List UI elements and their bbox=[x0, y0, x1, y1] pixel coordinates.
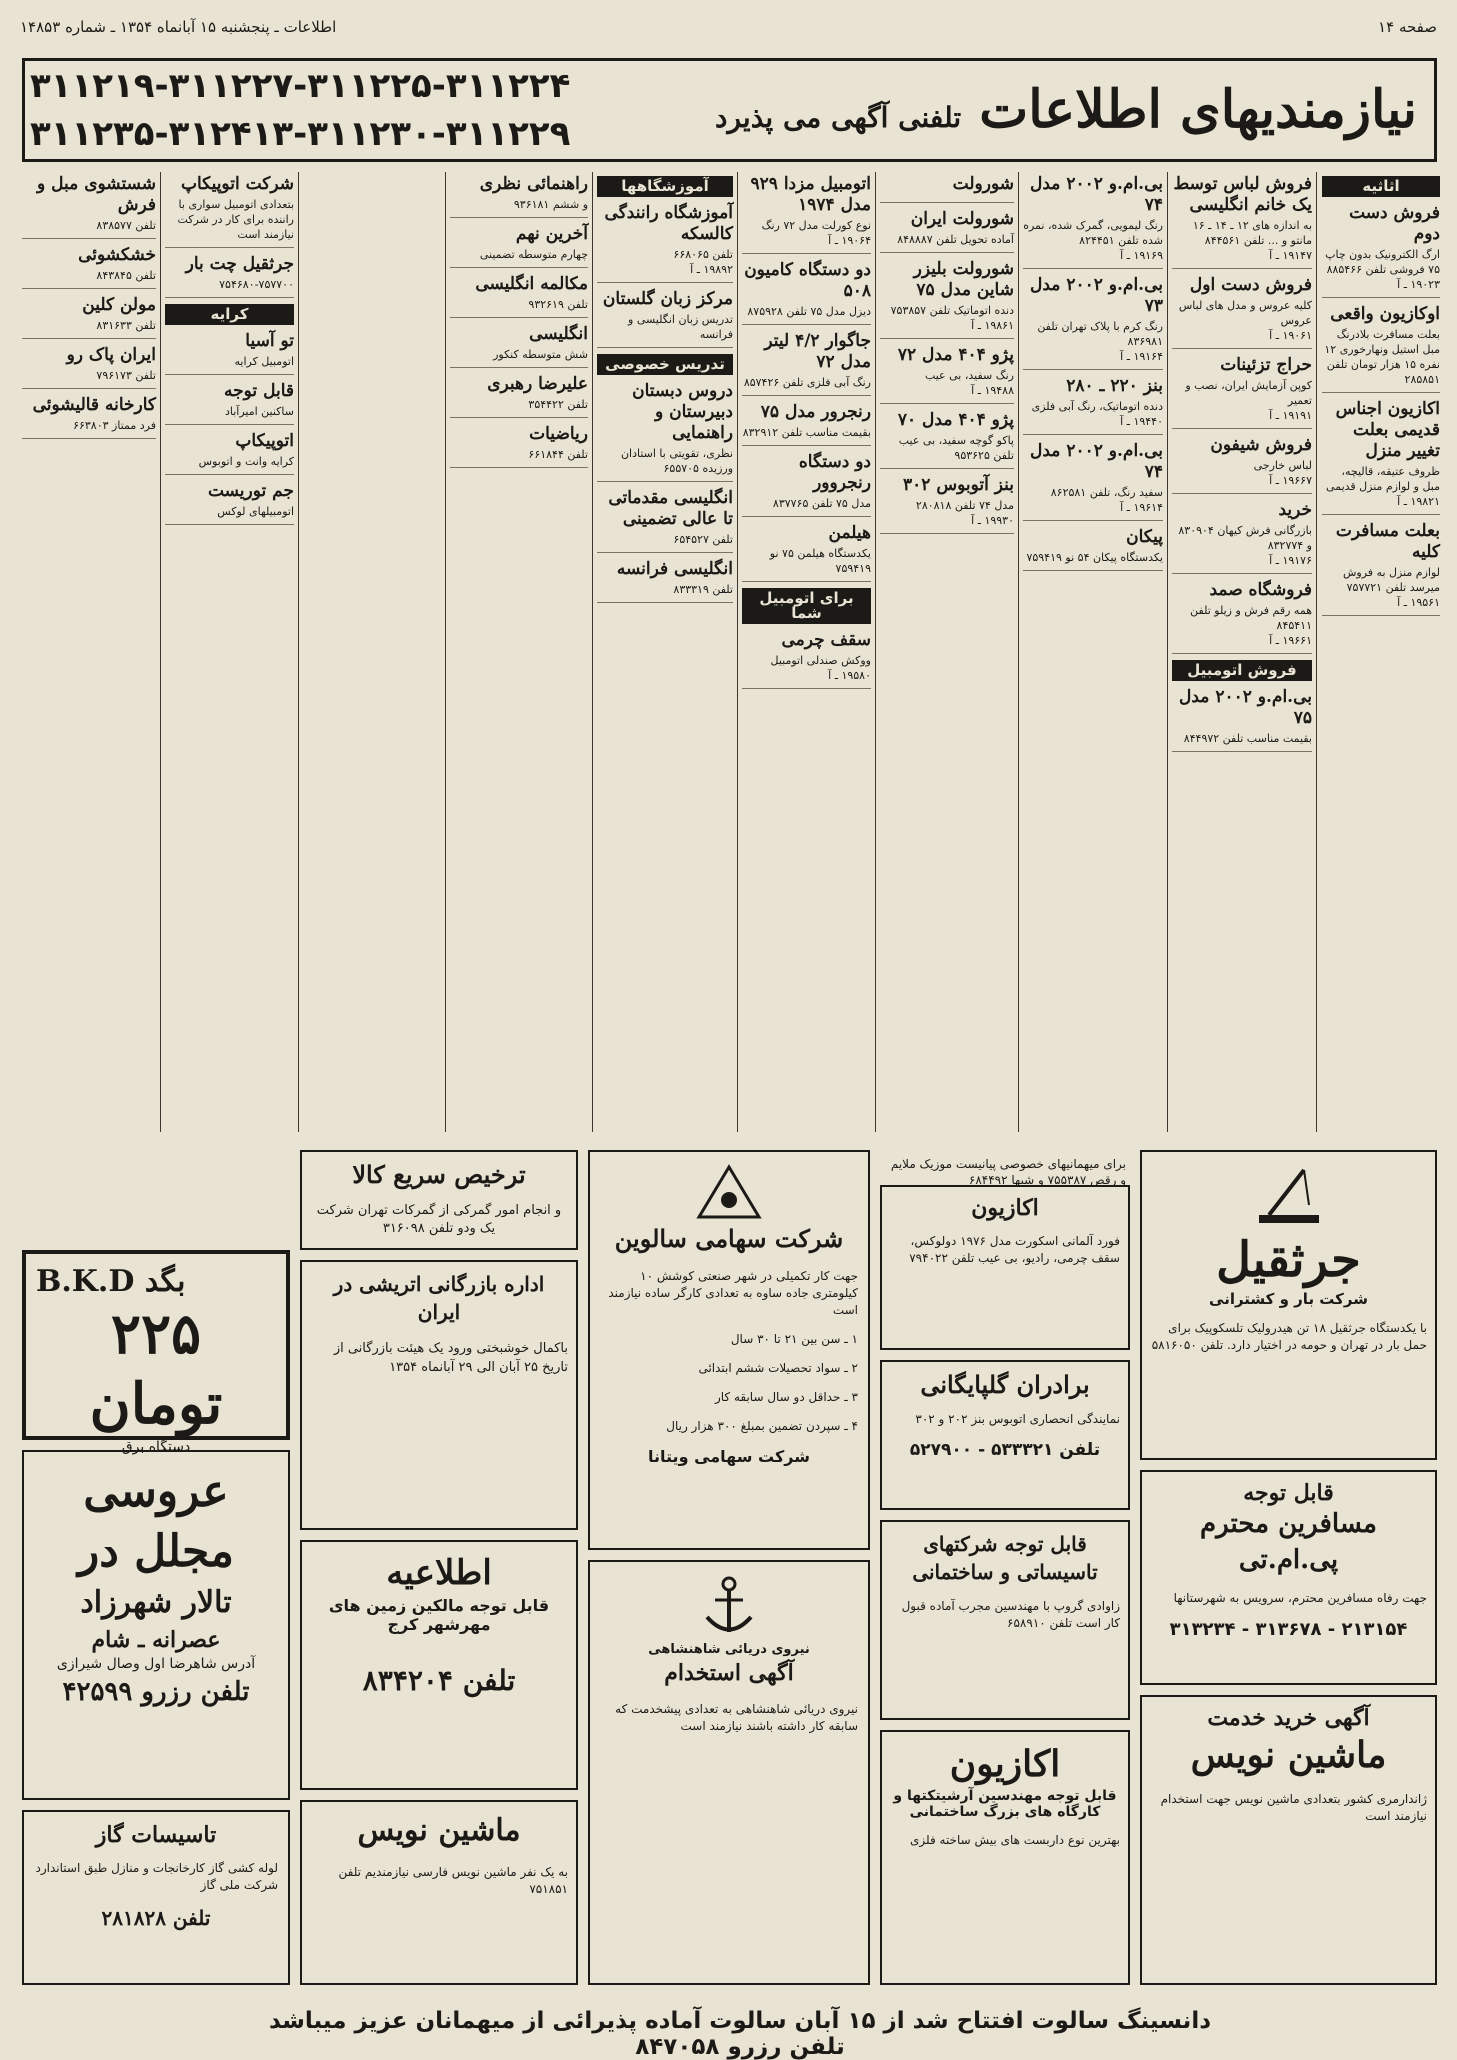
ad-title: عروسی مجلل در bbox=[77, 1466, 235, 1577]
ad-ref: ۱۹۱۴۷ ـ آ bbox=[1269, 249, 1312, 262]
ad-title: دروس دبستان دبیرستان و راهنمایی bbox=[632, 381, 733, 443]
ad-typist-army bbox=[1140, 1695, 1437, 1985]
column-cleaning bbox=[22, 172, 156, 1132]
ad-subtitle: آگهی استخدام bbox=[664, 1660, 794, 1686]
category-header: اثاثیه bbox=[1322, 176, 1440, 197]
banner-title: نیازمندیهای اطلاعات bbox=[979, 79, 1417, 140]
ad-ref: ۱۹۰۶۴ ـ آ bbox=[828, 234, 871, 247]
banner-phones-row1: ۳۱۱۲۱۹-۳۱۱۲۲۷-۳۱۱۲۲۵-۳۱۱۲۲۴ bbox=[30, 66, 571, 106]
ad-title: سقف چرمی bbox=[781, 630, 871, 650]
ad-body: دیزل مدل ۷۵ تلفن ۸۷۵۹۲۸ bbox=[747, 305, 871, 318]
classified-ad bbox=[1172, 355, 1312, 429]
ad-title: فروش دست اول bbox=[1189, 275, 1312, 295]
ad-title: انگلیسی فرانسه bbox=[616, 559, 733, 579]
ad-subtitle: شرکت بار و کشترانی bbox=[1209, 1290, 1368, 1308]
ad-body: فورد آلمانی اسکورت مدل ۱۹۷۶ دولوکس، سقف چرمی، رادیو، بی عیب تلفن ۷۹۴۰۲۲ bbox=[909, 1234, 1120, 1265]
classified-ad bbox=[1172, 435, 1312, 494]
ad-body: بازرگانی فرش کیهان ۸۳۰۹۰۴ و ۸۳۲۷۷۴ bbox=[1178, 524, 1312, 552]
ad-title: راهنمائی نظری bbox=[479, 174, 588, 194]
ad-ref: ۱۹۰۶۱ ـ آ bbox=[1269, 329, 1312, 342]
ad-title: مولن کلین bbox=[82, 295, 156, 315]
ad-body: شش متوسطه کنکور bbox=[493, 348, 588, 361]
ad-salvin bbox=[588, 1150, 870, 1550]
ad-title: اتومبیل مزدا ۹۲۹ مدل ۱۹۷۴ bbox=[750, 174, 871, 215]
classified-ad bbox=[1172, 687, 1312, 752]
ad-title: اکازیون اجناس قدیمی بعلت تغییر منزل bbox=[1335, 399, 1440, 461]
classified-ad bbox=[597, 381, 733, 482]
ad-title: آگهی خرید خدمت bbox=[1207, 1705, 1370, 1731]
ad-body: تلفن ۹۳۲۶۱۹ bbox=[528, 298, 588, 311]
classified-ad bbox=[165, 481, 294, 525]
ad-subtitle: قابل توجه مالکین زمین های مهرشهر کرج bbox=[328, 1596, 550, 1634]
ad-title: تاسیسات گاز bbox=[95, 1822, 217, 1848]
ad-gas bbox=[22, 1810, 290, 1985]
category-header: آموزشگاهها bbox=[597, 176, 733, 197]
classified-ad bbox=[880, 410, 1014, 469]
ad-title: پژو ۴۰۴ مدل ۷۰ bbox=[897, 410, 1014, 430]
ad-body: آماده تحویل تلفن ۸۴۸۸۸۷ bbox=[897, 233, 1014, 246]
ad-body: یکدستگاه پیکان ۵۴ نو ۷۵۹۴۱۹ bbox=[1026, 551, 1163, 564]
ad-ref: ۱۹۱۶۴ ـ آ bbox=[1120, 350, 1163, 363]
ad-phones: ۲۱۳۱۵۴ - ۳۱۳۶۷۸ - ۳۱۳۲۳۴ bbox=[1169, 1619, 1408, 1640]
ad-body: فرد ممتاز ۶۶۳۸۰۳ bbox=[73, 419, 156, 432]
classified-ad bbox=[597, 203, 733, 283]
ad-title: آموزشگاه رانندگی کالسکه bbox=[604, 203, 733, 244]
classified-ad bbox=[1172, 174, 1312, 269]
ad-scaffolding bbox=[880, 1730, 1130, 1985]
ad-headline: ماشین نویس bbox=[1190, 1734, 1387, 1776]
ad-ref: ۱۹۸۲۱ ـ آ bbox=[1397, 495, 1440, 508]
ad-title: مرکز زبان گلستان bbox=[602, 289, 733, 309]
ad-title: نیروی دریائی شاهنشاهی bbox=[648, 1642, 810, 1657]
ad-ref: ۱۹۹۳۰ ـ آ bbox=[971, 514, 1014, 527]
ad-title: شستشوی مبل و فرش bbox=[37, 174, 156, 215]
ad-body: تلفن ۸۳۳۳۱۹ bbox=[673, 583, 733, 596]
ad-ref: ۱۹۶۶۱ ـ آ bbox=[1269, 634, 1312, 647]
ad-list-item: ۱ ـ سن بین ۲۱ تا ۳۰ سال bbox=[730, 1332, 858, 1346]
ad-title: جرثقیل چت بار bbox=[185, 254, 294, 274]
ad-title: ماشین نویس bbox=[357, 1813, 521, 1848]
classified-ad bbox=[450, 424, 588, 468]
ad-list-item: ۴ ـ سپردن تضمین بمبلغ ۳۰۰ هزار ریال bbox=[666, 1419, 858, 1433]
ad-body: رنگ سفید، بی عیب bbox=[924, 369, 1014, 382]
ad-pianist bbox=[880, 1140, 1130, 1187]
classified-ad bbox=[1172, 580, 1312, 654]
classified-ad bbox=[22, 395, 156, 439]
ad-body: و ششم ۹۳۶۱۸۱ bbox=[513, 198, 588, 211]
classified-ad bbox=[165, 174, 294, 248]
ad-construction bbox=[880, 1520, 1130, 1720]
ad-body: دنده اتوماتیک تلفن ۷۵۳۸۵۷ bbox=[890, 304, 1014, 317]
ad-title: شورولت بلیزر شاین مدل ۷۵ bbox=[913, 259, 1014, 300]
ad-body: اتومبیل کرایه bbox=[234, 355, 294, 368]
ad-title: علیرضا رهبری bbox=[487, 374, 588, 394]
classified-ad bbox=[597, 488, 733, 553]
classified-ad bbox=[880, 259, 1014, 339]
banner-phones-row2: ۳۱۱۲۳۵-۳۱۲۴۱۳-۳۱۱۲۳۰-۳۱۱۲۲۹ bbox=[30, 114, 571, 154]
classified-ad bbox=[1322, 399, 1440, 515]
classified-ad bbox=[880, 209, 1014, 253]
ad-body: ساکنین امیرآباد bbox=[224, 405, 294, 418]
classified-ad bbox=[880, 345, 1014, 404]
column-rule bbox=[1018, 172, 1019, 1132]
ad-title: بنز ۲۲۰ ـ ۲۸۰ bbox=[1066, 376, 1163, 396]
classified-ad bbox=[742, 260, 871, 325]
ad-body: ارگ الکترونیک بدون چاپ ۷۵ فروشی تلفن ۸۸۵۴۶۶ bbox=[1325, 248, 1440, 276]
classified-ad bbox=[1023, 275, 1163, 370]
crane-icon bbox=[1249, 1160, 1329, 1230]
ad-ref: ۱۹۱۷۶ ـ آ bbox=[1269, 554, 1312, 567]
footer-banner: دانسینگ سالوت افتتاح شد از ۱۵ آبان سالوت آماده پذیرائی از میهمانان عزیز میباشد تلفن رزرو ۸۴۷۰۵۸ bbox=[268, 2008, 1212, 2060]
ad-title: پژو ۴۰۴ مدل ۷۲ bbox=[897, 345, 1014, 365]
page-number: صفحه ۱۴ bbox=[1378, 18, 1437, 36]
classified-ad bbox=[742, 402, 871, 446]
ad-address: آدرس شاهرضا اول وصال شیرازی bbox=[56, 1656, 256, 1672]
ad-typist bbox=[300, 1800, 578, 1985]
ad-phone: تلفن ۸۳۴۲۰۴ bbox=[362, 1664, 516, 1697]
ad-signature: شرکت سهامی ویتانا bbox=[648, 1447, 810, 1466]
ad-title: شورولت bbox=[952, 174, 1014, 194]
ad-ref: ۱۹۸۶۱ ـ آ bbox=[971, 319, 1014, 332]
ad-venue: تالار شهرزاد bbox=[80, 1585, 232, 1620]
classified-ad bbox=[22, 295, 156, 339]
ad-body: تلفن ۶۶۸۰۶۵ bbox=[673, 248, 733, 261]
category-header: فروش اتومبیل bbox=[1172, 660, 1312, 681]
column-clothing bbox=[1172, 172, 1312, 1132]
ad-title: تو آسیا bbox=[245, 331, 294, 351]
ad-body: زاوادی گروپ با مهندسین مجرب آماده قبول کار است تلفن ۶۵۸۹۱۰ bbox=[901, 1599, 1120, 1630]
category-header: تدریس خصوصی bbox=[597, 354, 733, 375]
ad-body: جهت رفاه مسافرین محترم، سرویس به شهرستانها bbox=[1173, 1591, 1427, 1605]
ad-title: اکازیون bbox=[971, 1195, 1039, 1221]
classified-ad bbox=[165, 254, 294, 298]
ad-title: فروش لباس توسط یک خانم انگلیسی bbox=[1173, 174, 1312, 215]
ad-phone: تلفن ۲۸۱۸۲۸ bbox=[101, 1906, 211, 1930]
classified-ad bbox=[880, 174, 1014, 203]
classified-ad bbox=[1023, 527, 1163, 571]
ad-brand: B.K.D بگد bbox=[36, 1264, 186, 1299]
ad-body: سفید رنگ، تلفن ۸۶۲۵۸۱ bbox=[1050, 486, 1163, 499]
classified-ad bbox=[742, 331, 871, 396]
ad-body: بعلت مسافرت بلادرنگ مبل استیل ونهارخوری ۱۲ نفره ۱۵ هزار تومان تلفن ۲۸۵۸۵۱ bbox=[1324, 328, 1440, 386]
classified-ad bbox=[1023, 441, 1163, 521]
classified-ad bbox=[1023, 376, 1163, 435]
ad-body: تلفن ۸۳۱۶۳۳ bbox=[96, 319, 156, 332]
ad-title: قابل توجه شرکتهای تاسیساتی و ساختمانی bbox=[912, 1532, 1098, 1584]
ad-price: ۲۲۵ تومان bbox=[89, 1301, 223, 1437]
company-logo-icon bbox=[694, 1162, 764, 1222]
ad-body: کوپن آزمایش ایران، نصب و تعمیر bbox=[1185, 379, 1312, 407]
ad-body: رنگ لیمویی، گمرک شده، نمره شده تلفن ۸۲۴۴۵۱ bbox=[1023, 219, 1163, 247]
ad-ref: ۱۹۴۴۰ ـ آ bbox=[1120, 415, 1163, 428]
ad-navy bbox=[588, 1560, 870, 1985]
ad-body: لوازم منزل به فروش میرسد تلفن ۷۵۷۷۲۱ bbox=[1342, 566, 1440, 594]
ad-title: بی.ام.و ۲۰۰۲ مدل ۷۳ bbox=[1030, 275, 1163, 316]
ad-sub: عصرانه ـ شام bbox=[91, 1627, 221, 1653]
ad-title: ریاضیات bbox=[529, 424, 588, 444]
ad-title: دو دستگاه کامیون ۵۰۸ bbox=[744, 260, 871, 301]
category-header: برای اتومبیل شما bbox=[742, 588, 871, 624]
ad-title: کارخانه قالیشوئی bbox=[32, 395, 156, 415]
classified-ad bbox=[1172, 275, 1312, 349]
banner-phones bbox=[30, 62, 570, 158]
classified-ad bbox=[742, 630, 871, 689]
ad-body: کرایه وانت و اتوبوس bbox=[198, 455, 294, 468]
ad-title: بنز آتوبوس ۳۰۲ bbox=[903, 475, 1014, 495]
ad-customs bbox=[300, 1150, 578, 1250]
ad-list-item: ۲ ـ سواد تحصیلات ششم ابتدائی bbox=[698, 1361, 858, 1375]
classified-ad bbox=[450, 324, 588, 368]
ad-body: تلفن ۶۵۴۵۲۷ bbox=[673, 533, 733, 546]
ad-body: جهت کار تکمیلی در شهر صنعتی کوشش ۱۰ کیلومتری جاده ساوه به تعدادی کارگر ساده نیازمند است bbox=[608, 1269, 858, 1317]
ad-phone: تلفن ۵۳۳۳۲۱ - ۵۲۷۹۰۰ bbox=[909, 1440, 1101, 1460]
column-tutoring bbox=[450, 172, 588, 1132]
ad-body: تلفن ۳۵۴۴۲۲ bbox=[528, 398, 588, 411]
ad-bkd bbox=[22, 1250, 290, 1455]
ad-ref: ۱۹۱۹۱ ـ آ bbox=[1269, 409, 1312, 422]
classified-ad bbox=[165, 381, 294, 425]
ad-body: نوع کورلت مدل ۷۲ رنگ bbox=[761, 219, 871, 232]
ad-body: تلفن ۸۳۸۵۷۷ bbox=[96, 219, 156, 232]
ad-body: اتومبیلهای لوکس bbox=[217, 505, 294, 518]
ad-title: بی.ام.و ۲۰۰۲ مدل ۷۴ bbox=[1030, 441, 1163, 482]
ad-phone: تلفن رزرو ۴۲۵۹۹ bbox=[62, 1677, 250, 1707]
issue-info: اطلاعات ـ پنجشنبه ۱۵ آبانماه ۱۳۵۴ ـ شماره ۱۴۸۵۳ bbox=[20, 18, 337, 36]
classified-ad bbox=[742, 452, 871, 517]
ad-title: ترخیص سریع کالا bbox=[352, 1160, 526, 1189]
ad-body: و انجام امور گمرکی از گمرکات تهران شرکت یک ودو تلفن ۳۱۶۰۹۸ bbox=[316, 1203, 562, 1236]
column-cars-bmw bbox=[1023, 172, 1163, 1132]
classified-ad bbox=[742, 523, 871, 582]
ad-body: همه رقم فرش و زیلو تلفن ۸۴۵۴۱۱ bbox=[1190, 604, 1312, 632]
ad-passengers bbox=[1140, 1470, 1437, 1685]
ad-title: فروش دست دوم bbox=[1349, 203, 1440, 244]
classified-ad bbox=[1023, 174, 1163, 269]
column-cars-misc bbox=[742, 172, 871, 1132]
ad-body: لباس خارجی bbox=[1253, 459, 1312, 472]
ad-title: جاگوار ۴/۲ لیتر مدل ۷۲ bbox=[764, 331, 871, 372]
ad-title: ایران پاک رو bbox=[66, 345, 156, 365]
column-rule bbox=[737, 172, 738, 1132]
ad-body: ظروف عتیقه، قالیچه، مبل و لوازم منزل قدیمی bbox=[1326, 465, 1440, 493]
ad-ref: ۱۹۶۶۷ ـ آ bbox=[1269, 474, 1312, 487]
ad-body: به یک نفر ماشین نویس فارسی نیازمندیم تلفن ۷۵۱۸۵۱ bbox=[338, 1865, 568, 1896]
ad-body: کلیه عروس و مدل های لباس عروس bbox=[1178, 299, 1312, 327]
ad-body: یکدستگاه هیلمن ۷۵ نو ۷۵۹۴۱۹ bbox=[769, 547, 871, 575]
ad-title: بی.ام.و ۲۰۰۲ مدل ۷۵ bbox=[1179, 687, 1312, 728]
ad-body: نظری، تقویتی با استادان ورزیده ۶۵۵۷۰۵ bbox=[620, 447, 733, 475]
ad-list-item: ۳ ـ حداقل دو سال سابقه کار bbox=[714, 1390, 858, 1404]
ad-title: مکالمه انگلیسی bbox=[475, 274, 588, 294]
ad-body: به اندازه های ۱۲ ـ ۱۴ ـ ۱۶ مانتو و ... تلفن ۸۴۴۵۶۱ bbox=[1192, 219, 1312, 247]
column-schools bbox=[597, 172, 733, 1132]
classified-ad bbox=[597, 559, 733, 603]
category-header: کرایه bbox=[165, 304, 294, 325]
classified-ad bbox=[880, 475, 1014, 534]
ad-body: چهارم متوسطه تضمینی bbox=[479, 248, 588, 261]
column-furniture bbox=[1322, 172, 1440, 1132]
ad-austria-trade bbox=[300, 1260, 578, 1530]
ad-title: هیلمن bbox=[828, 523, 871, 543]
ad-ref: ۱۹۱۶۹ ـ آ bbox=[1120, 249, 1163, 262]
ad-body: ۷۵۴۶۸۰-۷۵۷۷۰۰ bbox=[219, 278, 294, 291]
ad-body: ژاندارمری کشور بتعدادی ماشین نویس جهت استخدام نیازمند است bbox=[1160, 1792, 1427, 1823]
ad-title: فروش شیفون bbox=[1210, 435, 1312, 455]
ad-body: بقیمت مناسب تلفن ۸۳۲۹۱۲ bbox=[742, 426, 871, 439]
ad-title: اتوپیکاپ bbox=[235, 431, 294, 451]
classified-ad bbox=[165, 431, 294, 475]
ad-title: اطلاعیه bbox=[386, 1553, 492, 1593]
classified-ad bbox=[597, 289, 733, 348]
ad-ford bbox=[880, 1185, 1130, 1350]
ad-title: خشکشوئی bbox=[78, 245, 156, 265]
classified-ad bbox=[22, 245, 156, 289]
classified-ad bbox=[450, 224, 588, 268]
ad-notice-karaj bbox=[300, 1540, 578, 1790]
column-rule bbox=[160, 172, 161, 1132]
classified-ad bbox=[742, 174, 871, 254]
ad-body: باکمال خوشبختی ورود یک هیئت بازرگانی از تاریخ ۲۵ آبان الی ۲۹ آبانماه ۱۳۵۴ bbox=[333, 1341, 568, 1375]
ad-title: بی.ام.و ۲۰۰۲ مدل ۷۴ bbox=[1030, 174, 1163, 215]
classified-ad bbox=[1322, 203, 1440, 298]
ad-title: اکازیون bbox=[949, 1743, 1061, 1785]
ad-body: تدریس زبان انگلیسی و فرانسه bbox=[628, 313, 733, 341]
classified-ad bbox=[450, 274, 588, 318]
classified-ad bbox=[22, 345, 156, 389]
classified-ad bbox=[450, 174, 588, 218]
ad-title: حراج تزئینات bbox=[1220, 355, 1312, 375]
ad-label: دستگاه برق bbox=[121, 1439, 191, 1455]
classified-ad bbox=[165, 331, 294, 375]
ad-body: ووکش صندلی اتومبیل bbox=[770, 654, 871, 667]
classified-ad bbox=[1322, 521, 1440, 616]
ad-title: اداره بازرگانی اتریشی در ایران bbox=[333, 1272, 545, 1324]
ad-body: بتعدادی اتومبیل سواری با راننده برای کار در شرکت نیازمند است bbox=[177, 198, 294, 241]
ad-body: بهترین نوع داربست های بیش ساخته فلزی bbox=[909, 1833, 1120, 1847]
column-rule bbox=[592, 172, 593, 1132]
classified-ad bbox=[1172, 500, 1312, 574]
classified-ad bbox=[1322, 304, 1440, 393]
column-rule bbox=[445, 172, 446, 1132]
ad-title: آخرین نهم bbox=[515, 224, 588, 244]
ad-subtitle: قابل توجه مهندسین آرشیتکتها و کارگاه های بزرگ ساختمانی bbox=[893, 1788, 1117, 1820]
column-rental bbox=[165, 172, 294, 1132]
ad-title: شرکت سهامی سالوین bbox=[614, 1224, 844, 1253]
column-cars-chevrolet bbox=[880, 172, 1014, 1132]
ad-body: تلفن ۸۴۳۸۴۵ bbox=[96, 269, 156, 282]
ad-title: برادران گلپایگانی bbox=[920, 1370, 1090, 1399]
ad-title: جم توریست bbox=[207, 481, 294, 501]
ad-title: انگلیسی مقدماتی تا عالی تضمینی bbox=[608, 488, 733, 529]
ad-jarsaghil bbox=[1140, 1150, 1437, 1460]
ad-body: دنده اتوماتیک، رنگ آبی فلزی bbox=[1031, 400, 1163, 413]
ad-title: شورولت ایران bbox=[910, 209, 1014, 229]
ad-title: قابل توجه bbox=[224, 381, 294, 401]
ad-title: جرثقیل bbox=[1216, 1232, 1361, 1288]
banner-title-block bbox=[577, 62, 1417, 166]
ad-title: بعلت مسافرت کلیه bbox=[1335, 521, 1440, 562]
ad-title: فروشگاه صمد bbox=[1209, 580, 1312, 600]
column-rule bbox=[1316, 172, 1317, 1132]
ad-title: رنجرور مدل ۷۵ bbox=[760, 402, 871, 422]
ad-body: مدل ۷۴ تلفن ۲۸۰۸۱۸ bbox=[915, 499, 1014, 512]
ad-title: خرید bbox=[1278, 500, 1312, 520]
ad-ref: ۱۹۸۹۲ ـ آ bbox=[690, 263, 733, 276]
ad-title: پیکان bbox=[1126, 527, 1163, 547]
column-rule bbox=[1167, 172, 1168, 1132]
ad-body: برای میهمانیهای خصوصی پیانیست موزیک ملایم و رقص ۷۵۵۳۸۷ و شبها ۶۸۴۴۹۲ bbox=[890, 1157, 1126, 1187]
ad-body: لوله کشی گاز کارخانجات و منازل طبق استاندارد شرکت ملی گاز bbox=[35, 1861, 278, 1892]
banner-subtitle: تلفنی آگهی می پذیرد bbox=[715, 101, 962, 134]
anchor-emblem-icon bbox=[699, 1572, 759, 1642]
ad-ref: ۱۹۶۱۴ ـ آ bbox=[1120, 501, 1163, 514]
ad-body: تلفن ۷۹۶۱۷۳ bbox=[96, 369, 156, 382]
ad-ref: ۱۹۰۲۳ ـ آ bbox=[1397, 278, 1440, 291]
ad-title: شرکت اتوپیکاپ bbox=[181, 174, 294, 194]
ad-body: رنگ آبی فلزی تلفن ۸۵۷۴۲۶ bbox=[743, 376, 871, 389]
ad-body: پاکو گوچه سفید، بی عیب تلفن ۹۵۳۶۲۵ bbox=[898, 434, 1014, 462]
ad-title: انگلیسی bbox=[529, 324, 588, 344]
ad-title: دو دستگاه رنجروور bbox=[798, 452, 871, 493]
ad-headline: مسافرین محترم پی.ام.تی bbox=[1200, 1509, 1377, 1575]
ad-title: قابل توجه bbox=[1243, 1480, 1334, 1506]
ad-body: رنگ کرم با پلاک تهران تلفن ۸۳۶۹۸۱ bbox=[1037, 320, 1163, 348]
ad-golpayegani bbox=[880, 1360, 1130, 1510]
ad-title: اوکازیون واقعی bbox=[1330, 304, 1440, 324]
ad-ref: ۱۹۵۶۱ ـ آ bbox=[1397, 596, 1440, 609]
column-rule bbox=[875, 172, 876, 1132]
ad-body: با یکدستگاه جرثقیل ۱۸ تن هیدرولیک تلسکوپیک برای حمل بار در تهران و حومه در اختیار دارد. تلفن ۵۸۱۶۰۵۰ bbox=[1151, 1321, 1427, 1352]
ad-body: نیروی دریائی شاهنشاهی به تعدادی پیشخدمت که سابقه کار داشته باشند نیازمند است bbox=[615, 1702, 858, 1733]
classified-ad bbox=[450, 374, 588, 418]
ad-ref: ۱۹۴۸۸ ـ آ bbox=[971, 384, 1014, 397]
ad-body: مدل ۷۵ تلفن ۸۳۷۷۶۵ bbox=[772, 497, 871, 510]
ad-wedding bbox=[22, 1450, 290, 1800]
ad-body: تلفن ۶۶۱۸۴۴ bbox=[528, 448, 588, 461]
column-rule bbox=[298, 172, 299, 1132]
ad-ref: ۱۹۵۸۰ ـ آ bbox=[828, 669, 871, 682]
ad-body: نمایندگی انحصاری اتوبوس بنز ۲۰۲ و ۳۰۲ bbox=[915, 1412, 1120, 1426]
classified-ad bbox=[22, 174, 156, 239]
ad-body: بقیمت مناسب تلفن ۸۴۴۹۷۲ bbox=[1183, 732, 1312, 745]
